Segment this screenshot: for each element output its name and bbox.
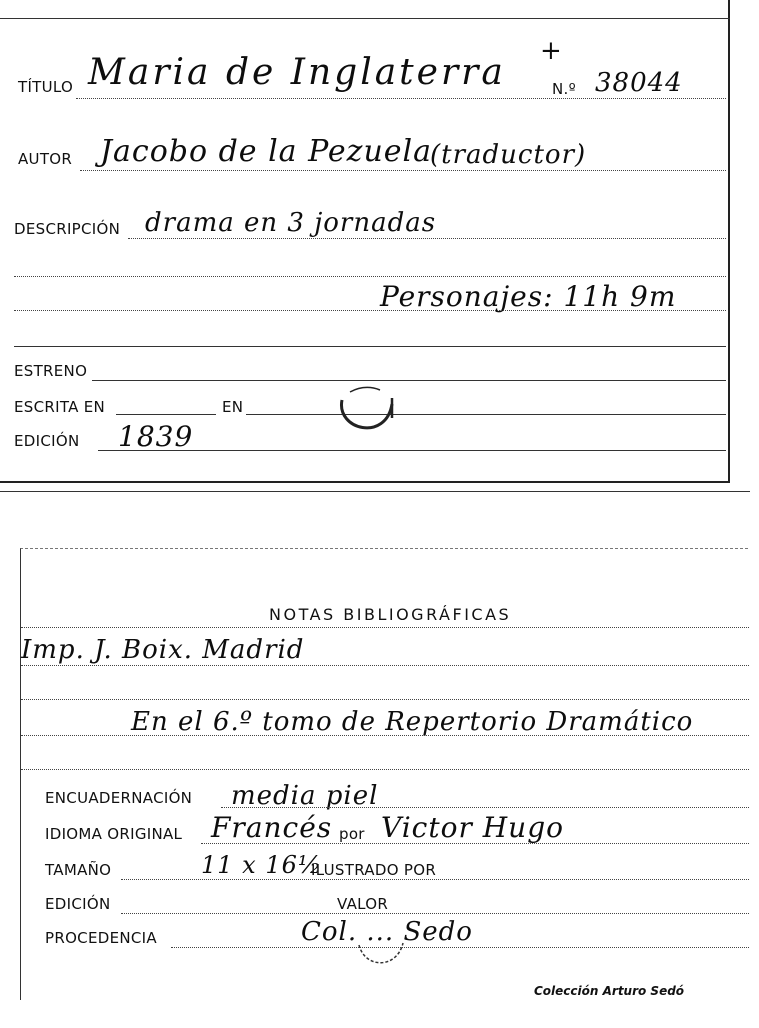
notas-line-3 [21, 735, 749, 736]
procedencia-line [171, 947, 749, 948]
top-rule [0, 18, 730, 19]
estreno-line [92, 380, 726, 381]
card-separator [0, 491, 750, 492]
notas-line-0 [21, 627, 749, 628]
notas-heading: NOTAS BIBLIOGRÁFICAS [269, 605, 512, 624]
punch-hole-mark [330, 380, 400, 444]
por-value: Victor Hugo [381, 811, 564, 844]
autor-line [80, 170, 726, 171]
en-line [246, 414, 726, 415]
descripcion-line [128, 238, 726, 239]
edicion2-label: EDICIÓN [45, 895, 111, 913]
titulo-line [76, 98, 726, 99]
autor-value: Jacobo de la Pezuela [100, 134, 433, 169]
autor-label: AUTOR [18, 150, 73, 168]
notas-line-1 [21, 665, 749, 666]
estreno-label: ESTRENO [14, 362, 88, 380]
numero-value: 38044 [595, 68, 683, 98]
tamano-value: 11 x 16½ [201, 851, 323, 879]
idioma-line [201, 843, 749, 844]
section-rule [14, 346, 726, 347]
numero-label: N.º [552, 80, 576, 98]
edicion2-line [121, 913, 749, 914]
idioma-label: IDIOMA ORIGINAL [45, 825, 183, 843]
note-line-2: En el 6.º tomo de Repertorio Dramático [131, 707, 694, 737]
blank-line-1 [14, 276, 726, 277]
edicion-value: 1839 [118, 420, 194, 453]
edicion-line [98, 450, 726, 451]
procedencia-value: Col. ... Sedo [301, 917, 473, 947]
descripcion-value: drama en 3 jornadas [145, 208, 437, 238]
ilustrado-label: ILUSTRADO POR [311, 861, 437, 879]
collection-stamp: Colección Arturo Sedó [534, 984, 685, 998]
blank-line-2 [14, 310, 726, 311]
en-label: EN [222, 398, 244, 416]
encuadernacion-value: media piel [231, 781, 379, 811]
escrita-line [116, 414, 216, 415]
edicion-label: EDICIÓN [14, 432, 80, 450]
personajes-value: Personajes: 11h 9m [380, 280, 677, 313]
encuadernacion-line [221, 807, 749, 808]
escrita-en-label: ESCRITA EN [14, 398, 106, 416]
titulo-value: Maria de Inglaterra [88, 52, 506, 93]
por-label: por [339, 825, 365, 843]
titulo-label: TÍTULO [18, 78, 74, 96]
autor-note: (traductor) [430, 140, 587, 170]
tamano-line [121, 879, 749, 880]
tamano-label: TAMAÑO [45, 861, 112, 879]
procedencia-label: PROCEDENCIA [45, 929, 157, 947]
punch-hole-mark-2 [351, 925, 411, 971]
notas-line-2 [21, 699, 749, 700]
descripcion-label: DESCRIPCIÓN [14, 220, 121, 238]
catalog-card-front [0, 0, 730, 483]
cross-mark: + [540, 36, 563, 66]
valor-label: VALOR [337, 895, 389, 913]
catalog-card-back [20, 548, 748, 1000]
idioma-value: Francés [211, 811, 333, 844]
note-line-1: Imp. J. Boix. Madrid [21, 635, 305, 665]
encuadernacion-label: ENCUADERNACIÓN [45, 789, 193, 807]
notas-line-4 [21, 769, 749, 770]
